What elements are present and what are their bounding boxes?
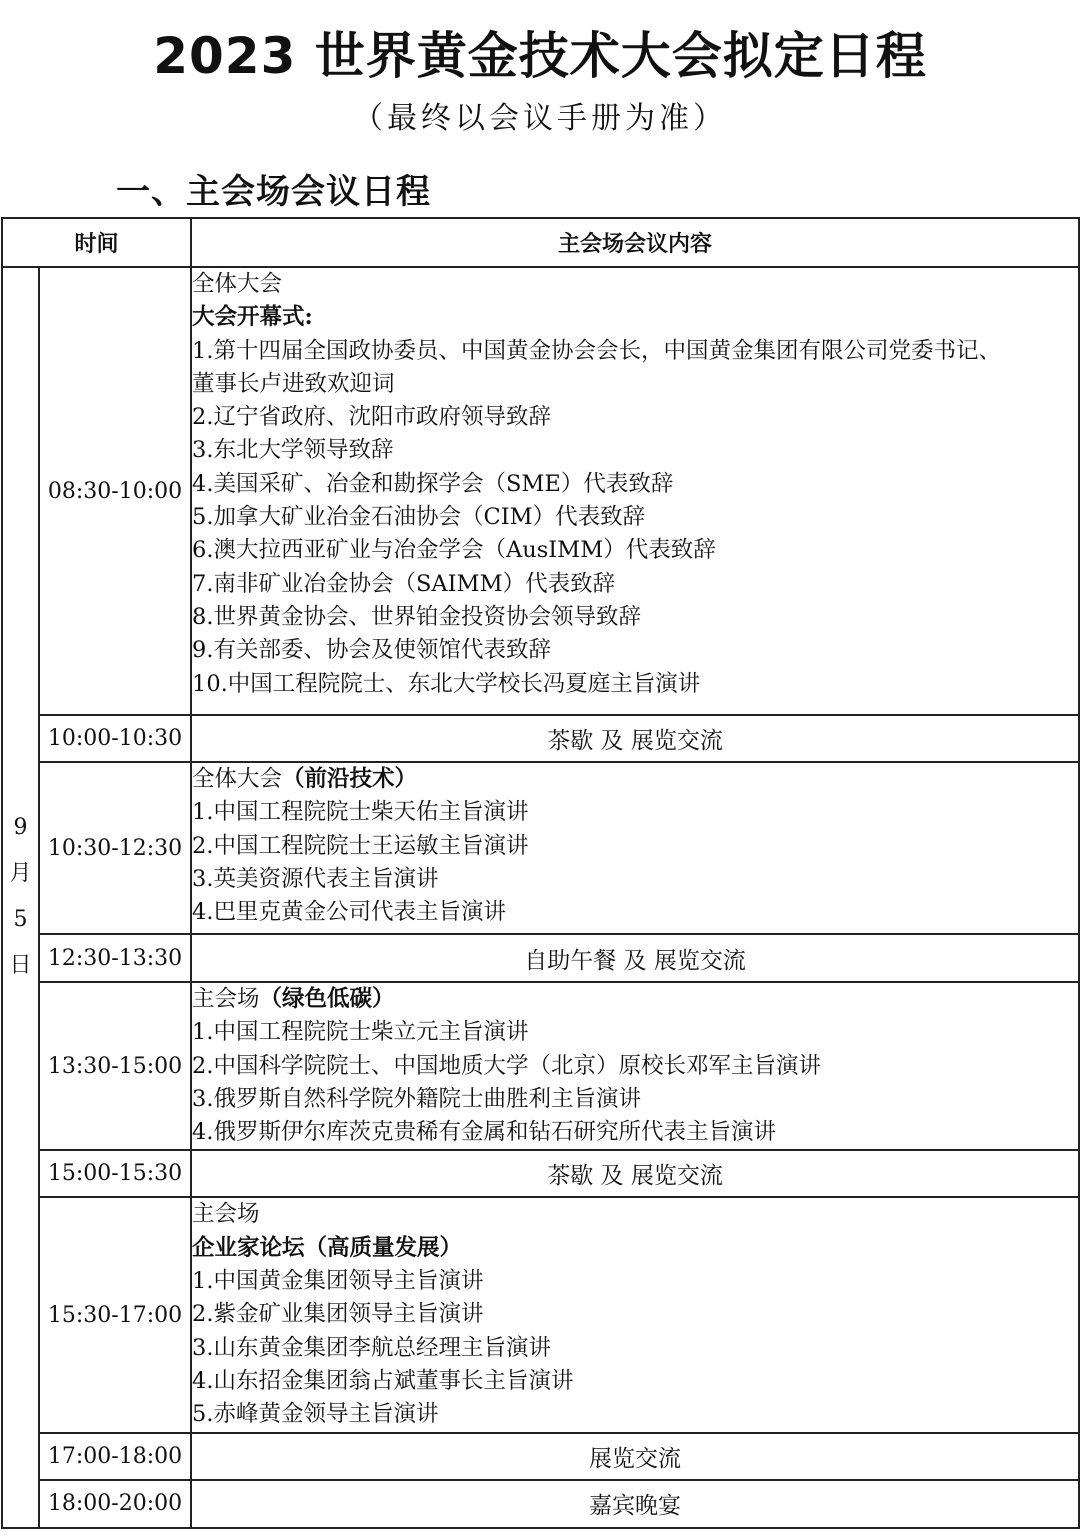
page-title: 2023 世界黄金技术大会拟定日程: [153, 27, 927, 85]
agenda-line: [192, 401, 1078, 434]
table-row: [2, 762, 1079, 934]
agenda-line-text: 全体大会: [192, 766, 283, 792]
date-char: 5: [13, 907, 28, 933]
agenda-line-text: 10.中国工程院院士、东北大学校长冯夏庭主旨演讲: [192, 670, 701, 697]
agenda-line-text: 1.中国黄金集团领导主旨演讲: [192, 1268, 484, 1295]
agenda-line: [192, 763, 1078, 796]
break-cell: 嘉宾晚宴: [191, 1480, 1079, 1528]
agenda-line: [192, 1365, 1078, 1398]
section-title: 一、主会场会议日程: [116, 172, 431, 212]
agenda-line: [192, 634, 1078, 667]
agenda-line-text: 1.中国工程院院士柴立元主旨演讲: [192, 1019, 529, 1046]
agenda-line: [192, 1232, 1078, 1265]
agenda-line-text: 主会场: [192, 986, 260, 1012]
agenda-line: [192, 468, 1078, 501]
date-cell: [2, 267, 39, 1528]
table-row: [2, 934, 1079, 982]
agenda-line-text: 全体大会: [192, 271, 283, 297]
time-cell: 15:00-15:30: [39, 1150, 191, 1197]
time-cell: 12:30-13:30: [39, 934, 191, 982]
agenda-line-text: 4.美国采矿、冶金和勘探学会（SME）代表致辞: [192, 470, 674, 497]
break-cell: 茶歇 及 展览交流: [191, 715, 1079, 762]
date-char: 9: [13, 815, 28, 841]
header-content: 主会场会议内容: [191, 218, 1079, 267]
time-cell: 08:30-10:00: [39, 267, 191, 715]
agenda-line-text: 1.中国工程院院士柴天佑主旨演讲: [192, 799, 529, 826]
agenda-line: [192, 301, 1078, 334]
agenda-line: [192, 863, 1078, 896]
agenda-line: [192, 1083, 1078, 1116]
break-cell: 自助午餐 及 展览交流: [191, 934, 1079, 982]
agenda-line-text: 6.澳大拉西亚矿业与冶金学会（AusIMM）代表致辞: [192, 537, 716, 564]
agenda-line: [192, 1198, 1078, 1231]
agenda-line-text: 8.世界黄金协会、世界铂金投资协会领导致辞: [192, 603, 641, 630]
table-row: [2, 1480, 1079, 1528]
agenda-line-theme: （前沿技术）: [282, 766, 418, 792]
time-cell: 10:00-10:30: [39, 715, 191, 762]
table-row: [2, 715, 1079, 762]
time-cell: 13:30-15:00: [39, 982, 191, 1150]
agenda-line: [192, 896, 1078, 929]
content-cell: [191, 762, 1079, 934]
agenda-line: [192, 335, 1078, 368]
agenda-line: [192, 1265, 1078, 1298]
agenda-line-text: 5.加拿大矿业冶金石油协会（CIM）代表致辞: [192, 504, 646, 531]
agenda-line: [192, 568, 1078, 601]
content-cell: [191, 982, 1079, 1150]
agenda-line-theme: （绿色低碳）: [259, 986, 395, 1012]
agenda-line-text: 3.东北大学领导致辞: [192, 437, 394, 464]
agenda-line-text: 9.有关部委、协会及使领馆代表致辞: [192, 637, 551, 664]
time-cell: 17:00-18:00: [39, 1433, 191, 1480]
schedule-table: [1, 217, 1080, 1529]
agenda-line: [192, 434, 1078, 467]
table-header-row: [2, 218, 1079, 267]
time-cell: 10:30-12:30: [39, 762, 191, 934]
table-row: [2, 1197, 1079, 1432]
agenda-line-text: 主会场: [192, 1201, 260, 1228]
agenda-line: [192, 983, 1078, 1016]
date-char: 月: [9, 861, 32, 887]
agenda-line: [192, 668, 1078, 701]
agenda-line-text: 2.辽宁省政府、沈阳市政府领导致辞: [192, 404, 551, 431]
header-time: 时间: [2, 218, 191, 267]
break-cell: 茶歇 及 展览交流: [191, 1150, 1079, 1197]
agenda-line: [192, 501, 1078, 534]
table-row: [2, 267, 1079, 715]
agenda-line: [192, 796, 1078, 829]
agenda-line-text: 董事长卢进致欢迎词: [192, 370, 395, 397]
schedule-body: [2, 267, 1079, 1528]
agenda-line: [192, 1050, 1078, 1083]
agenda-line-text: 4.俄罗斯伊尔库茨克贵稀有金属和钻石研究所代表主旨演讲: [192, 1119, 776, 1146]
agenda-line-text: 5.赤峰黄金领导主旨演讲: [192, 1401, 439, 1428]
agenda-line-text: 3.英美资源代表主旨演讲: [192, 865, 439, 892]
agenda-line: [192, 534, 1078, 567]
agenda-line-text: 大会开幕式:: [192, 304, 313, 331]
agenda-line: [192, 1298, 1078, 1331]
agenda-line-text: 1.第十四届全国政协委员、中国黄金协会会长，中国黄金集团有限公司党委书记、: [192, 337, 1001, 364]
time-cell: 18:00-20:00: [39, 1480, 191, 1528]
agenda-line-text: 2.中国工程院院士王运敏主旨演讲: [192, 832, 529, 859]
agenda-line: [192, 1332, 1078, 1365]
agenda-line-text: 4.山东招金集团翁占斌董事长主旨演讲: [192, 1367, 574, 1394]
agenda-line-text: 3.俄罗斯自然科学院外籍院士曲胜利主旨演讲: [192, 1085, 641, 1112]
agenda-line-text: 企业家论坛（高质量发展）: [192, 1234, 463, 1261]
agenda-line-text: 2.紫金矿业集团领导主旨演讲: [192, 1301, 484, 1328]
table-row: [2, 982, 1079, 1150]
agenda-line: [192, 1116, 1078, 1149]
table-row: [2, 1150, 1079, 1197]
agenda-line-text: 4.巴里克黄金公司代表主旨演讲: [192, 899, 506, 926]
agenda-line: [192, 368, 1078, 401]
agenda-line-text: 2.中国科学院院士、中国地质大学（北京）原校长邓军主旨演讲: [192, 1052, 821, 1079]
agenda-line-text: 7.南非矿业冶金协会（SAIMM）代表致辞: [192, 570, 616, 597]
agenda-line-text: 3.山东黄金集团李航总经理主旨演讲: [192, 1334, 551, 1361]
agenda-line: [192, 1398, 1078, 1431]
page-subtitle: （最终以会议手册为准）: [353, 101, 727, 136]
content-cell: [191, 1197, 1079, 1432]
date-char: 日: [9, 953, 32, 979]
content-cell: [191, 267, 1079, 715]
agenda-line: [192, 1016, 1078, 1049]
break-cell: 展览交流: [191, 1433, 1079, 1480]
agenda-line: [192, 268, 1078, 301]
time-cell: 15:30-17:00: [39, 1197, 191, 1432]
agenda-line: [192, 601, 1078, 634]
agenda-line: [192, 830, 1078, 863]
table-row: [2, 1433, 1079, 1480]
